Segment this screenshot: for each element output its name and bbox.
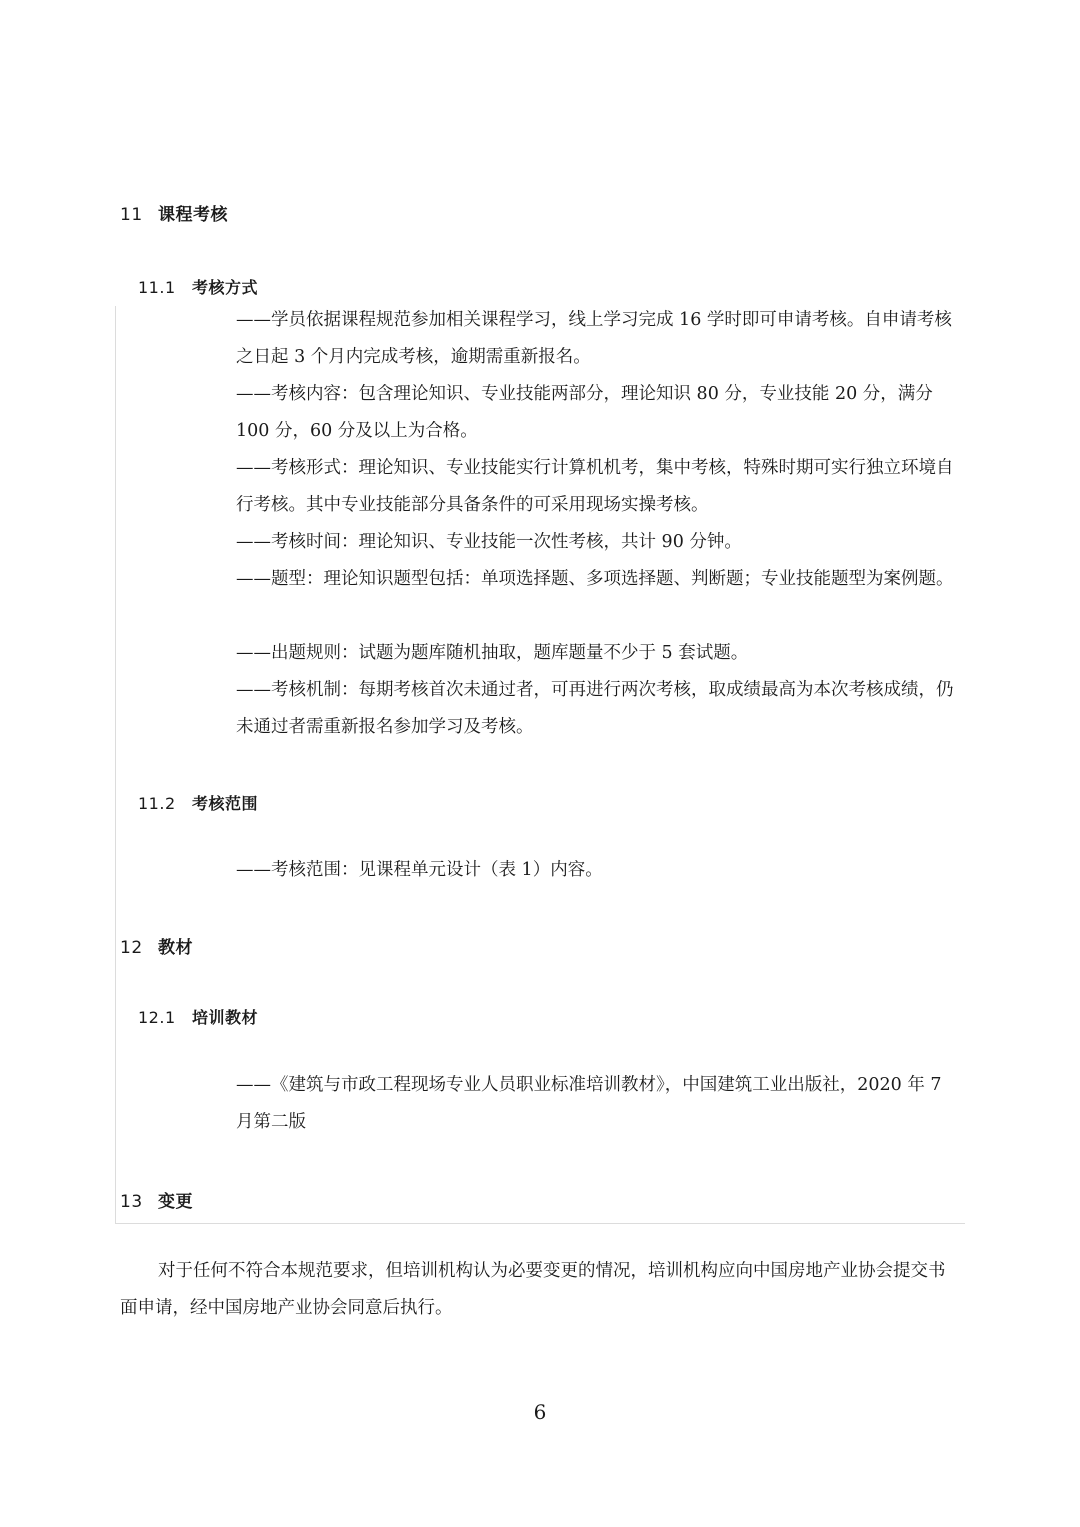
heading-11 [120,200,228,225]
heading-number: 11.1 [138,278,176,297]
heading-title: 课程考核 [158,205,228,225]
heading-title: 考核方式 [192,278,259,297]
page-number: 6 [533,1400,547,1424]
left-margin-rule [115,306,116,1224]
heading-11-1 [138,275,258,298]
assessment-item-7: ——考核机制：每期考核首次未通过者，可再进行两次考核，取成绩最高为本次考核成绩，仍未通过者需重新报名参加学习及考核。 [236,680,954,737]
heading-number: 11.2 [138,794,176,813]
heading-number: 11 [120,205,143,225]
heading-number: 12.1 [138,1008,176,1027]
change-text: 对于任何不符合本规范要求，但培训机构认为必要变更的情况，培训机构应向中国房地产业协会提交书面申请，经中国房地产业协会同意后执行。 [120,1261,946,1318]
heading-12-1 [138,1005,258,1028]
heading-13 [120,1187,193,1212]
assessment-item-2: ——考核内容：包含理论知识、专业技能两部分，理论知识 80 分，专业技能 20 分，满分 100 分，60 分及以上为合格。 [236,384,933,441]
heading-12 [120,933,193,958]
heading-11-2 [138,791,258,814]
section-divider [115,1223,965,1224]
assessment-item-5: ——题型：理论知识题型包括：单项选择题、多项选择题、判断题；专业技能题型为案例题。 [236,569,954,589]
assessment-item-3: ——考核形式：理论知识、专业技能实行计算机机考，集中考核，特殊时期可实行独立环境自行考核。其中专业技能部分具备条件的可采用现场实操考核。 [236,458,954,515]
assessment-item-1: ——学员依据课程规范参加相关课程学习，线上学习完成 16 学时即可申请考核。自申请考核之日起 3 个月内完成考核，逾期需重新报名。 [236,310,952,367]
textbook-text: ——《建筑与市政工程现场专业人员职业标准培训教材》，中国建筑工业出版社，2020 年 7 月第二版 [236,1075,942,1132]
scope-text: ——考核范围：见课程单元设计（表 1）内容。 [236,860,603,880]
assessment-item-6: ——出题规则：试题为题库随机抽取，题库题量不少于 5 套试题。 [236,643,749,663]
assessment-item-4: ——考核时间：理论知识、专业技能一次性考核，共计 90 分钟。 [236,532,742,552]
heading-number: 13 [120,1192,143,1212]
heading-title: 变更 [158,1192,193,1212]
heading-title: 培训教材 [192,1008,259,1027]
heading-title: 教材 [158,938,193,958]
heading-title: 考核范围 [192,794,259,813]
heading-number: 12 [120,938,143,958]
